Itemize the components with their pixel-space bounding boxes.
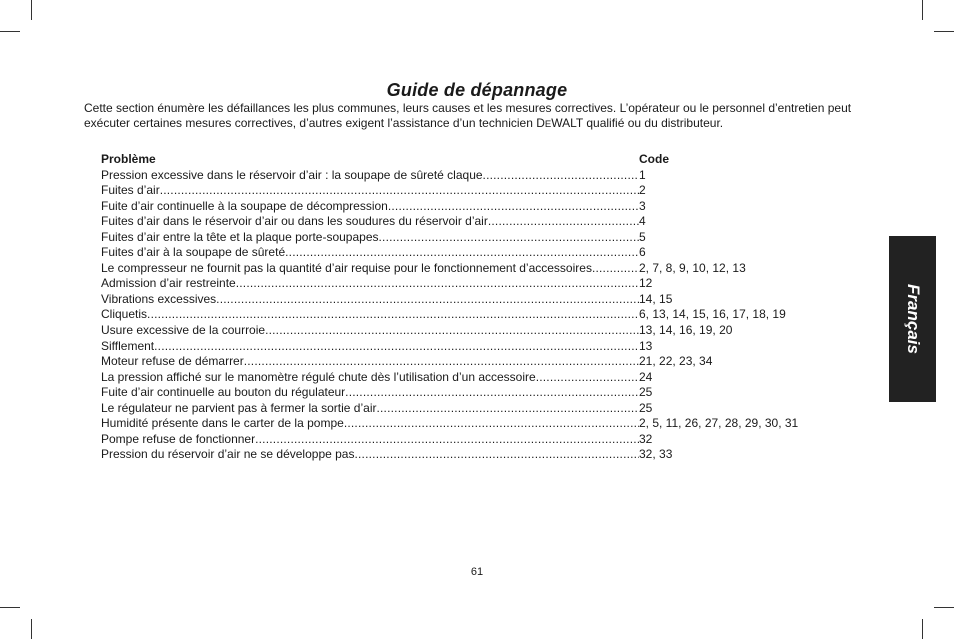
code-text: 25 [639,400,653,415]
problem-cell [101,214,639,230]
problem-text: Moteur refuse de démarrer [101,354,244,369]
leader [160,183,639,199]
crop-mark [922,0,923,20]
problem-cell [101,307,639,323]
leader [536,370,639,386]
problem-text: Fuites d’air dans le réservoir d’air ou dans les soudures du réservoir d’air [101,214,488,229]
code-text: 6, 13, 14, 15, 16, 17, 18, 19 [639,307,786,322]
table-row [101,292,821,308]
problem-text: Fuite d’air continuelle à la soupape de décompression [101,198,388,213]
code-text: 2, 5, 11, 26, 27, 28, 29, 30, 31 [639,416,799,431]
leader [344,416,639,432]
table-row [101,261,821,277]
crop-mark [31,0,32,20]
problem-text: Le régulateur ne parvient pas à fermer la sortie d’air [101,400,377,415]
language-tab [889,236,936,402]
problem-cell [101,354,639,370]
code-text: 21, 22, 23, 34 [639,354,713,369]
code-text: 12 [639,276,653,291]
code-text: 6 [639,245,646,260]
leader [354,447,639,463]
code-text: 32, 33 [639,447,673,462]
problem-text: Fuites d’air entre la tête et la plaque porte-soupapes [101,229,379,244]
leader [255,432,639,448]
leader [216,292,639,308]
problem-text: Pression du réservoir d’air ne se développe pas [101,447,355,462]
problem-cell [101,230,639,246]
problem-cell [101,199,639,215]
table-row [101,323,821,339]
leader [388,199,639,215]
leader [592,261,639,277]
code-text: 13 [639,338,653,353]
problem-cell [101,168,639,184]
problem-cell [101,323,639,339]
leader [483,168,639,184]
problem-text: La pression affiché sur le manomètre régulé chute dès l’utilisation d’un accessoire [101,369,536,384]
table-row [101,245,821,261]
table-row [101,432,821,448]
problem-cell [101,245,639,261]
code-text: 32 [639,431,653,446]
leader [488,214,639,230]
table-row [101,199,821,215]
leader [154,339,639,355]
table-header [101,152,821,168]
problem-text: Humidité présente dans le carter de la pompe [101,416,344,431]
problem-text: Fuites d’air à la soupape de sûreté [101,245,286,260]
leader [376,401,639,417]
problem-cell [101,183,639,199]
table-row [101,354,821,370]
table-row [101,339,821,355]
table-row [101,416,821,432]
problem-cell [101,416,639,432]
code-text: 2 [639,183,646,198]
leader [147,307,639,323]
problem-cell [101,261,639,277]
problem-cell [101,292,639,308]
intro-line-1: Cette section énumère les défaillances les plus communes, leurs causes et les mesures correctives. L’opérateur ou le personnel d’entretien peut [84,101,852,115]
code-text: 24 [639,369,653,384]
language-tab-label: Français [903,284,923,354]
problem-cell [101,370,639,386]
leader [265,323,639,339]
intro-paragraph [84,101,884,132]
problem-cell [101,432,639,448]
code-text: 2, 7, 8, 9, 10, 12, 13 [639,260,746,275]
problem-text: Usure excessive de la courroie [101,323,266,338]
problem-text: Cliquetis [101,307,148,322]
problem-text: Le compresseur ne fournit pas la quantité d’air requise pour le fonctionnement d’accessoires [101,260,592,275]
code-text: 1 [639,167,646,182]
leader [379,230,639,246]
problem-cell [101,401,639,417]
crop-mark [934,31,954,32]
intro-text: exécuter certaines mesures correctives, d’autres exigent l’assistance d’un technicien D [84,116,545,130]
code-text: 14, 15 [639,291,673,306]
code-text: 13, 14, 16, 19, 20 [639,323,733,338]
leader [236,276,639,292]
problem-cell [101,276,639,292]
problem-text: Pompe refuse de fonctionner [101,431,256,446]
header-problem: Problème [101,152,156,166]
crop-mark [0,31,20,32]
code-text: 5 [639,229,646,244]
intro-text: WALT qualifié ou du distributeur. [551,116,724,130]
problem-cell [101,385,639,401]
problem-text: Sifflement [101,338,155,353]
header-code: Code [639,152,669,166]
crop-mark [0,607,20,608]
page-number: 61 [470,566,484,578]
table-row [101,230,821,246]
table-row [101,168,821,184]
problem-text: Vibrations excessives [101,291,217,306]
header-problem-cell [101,152,639,168]
table-row [101,307,821,323]
table-row [101,370,821,386]
brand-small-cap: E [544,119,552,130]
table-row [101,183,821,199]
code-text: 4 [639,214,646,229]
crop-mark [31,619,32,639]
leader [244,354,639,370]
table-row [101,385,821,401]
problem-text: Admission d’air restreinte [101,276,236,291]
problem-text: Fuites d’air [101,183,160,198]
code-text: 25 [639,385,653,400]
problem-cell [101,447,639,463]
table-row [101,276,821,292]
table-row [101,214,821,230]
code-text: 3 [639,198,646,213]
problem-cell [101,339,639,355]
page-title: Guide de dépannage [386,80,568,100]
leader [156,152,639,168]
crop-mark [922,619,923,639]
table-row [101,447,821,463]
intro-line-2 [84,116,884,132]
problem-text: Pression excessive dans le réservoir d’air : la soupape de sûreté claque [101,167,483,182]
table-row [101,401,821,417]
troubleshooting-table [101,152,821,463]
leader [285,245,639,261]
problem-text: Fuite d’air continuelle au bouton du régulateur [101,385,346,400]
crop-mark [934,607,954,608]
leader [345,385,639,401]
